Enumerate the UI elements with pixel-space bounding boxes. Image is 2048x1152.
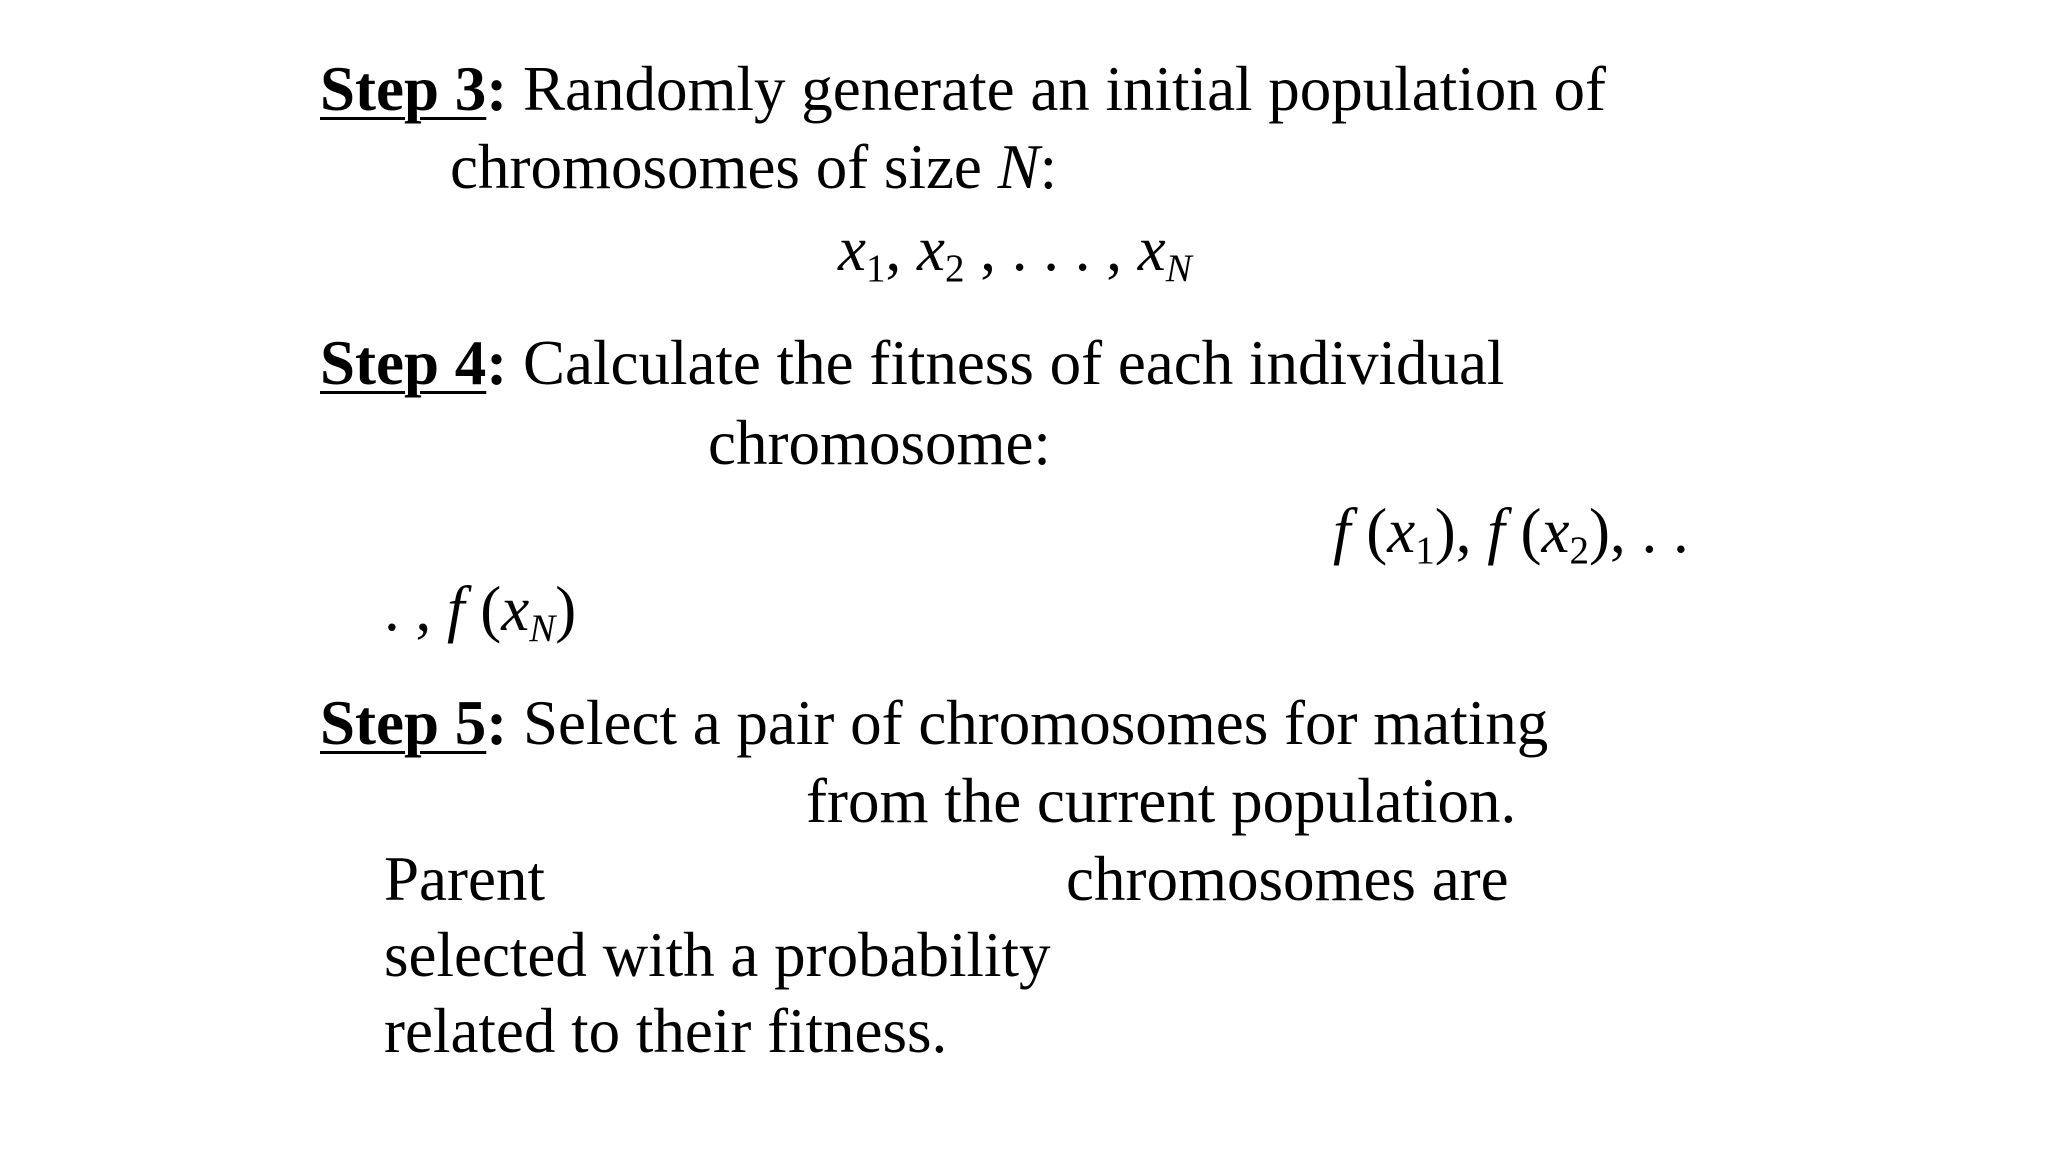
step5-line5: related to their fitness. [384, 996, 948, 1066]
population-size-var: N [997, 132, 1040, 202]
step3-line1 [320, 54, 1606, 124]
step5-line1 [320, 688, 1549, 758]
step5-line3a: Parent [384, 844, 545, 914]
fitness-sequence-part2: . , f $(x_N)$ [384, 574, 577, 650]
step3-label: Step 3: [320, 54, 508, 124]
step5-line3b: chromosomes are [1066, 844, 1509, 914]
chromosome-sequence: $x_1$, $x_2$ , . . . , $x_N$ [838, 214, 1192, 290]
fitness-sequence-part1: f $(x_1)$, f $(x_2)$, . . [1333, 496, 1689, 572]
step4-line1 [320, 328, 1505, 398]
step5-text-line1: Select a pair of chromosomes for mating [507, 688, 1549, 758]
step4-label: Step 4: [320, 328, 508, 398]
step3-text-line1: Randomly generate an initial population of [507, 54, 1606, 124]
step4-line2: chromosome: [708, 408, 1051, 478]
step4-text-line1: Calculate the fitness of each individual [507, 328, 1505, 398]
step5-line4: selected with a probability [384, 920, 1051, 990]
step3-line2: chromosomes of size N: [450, 132, 1058, 202]
step5-label: Step 5: [320, 688, 508, 758]
step5-line2: from the current population. [806, 766, 1517, 836]
